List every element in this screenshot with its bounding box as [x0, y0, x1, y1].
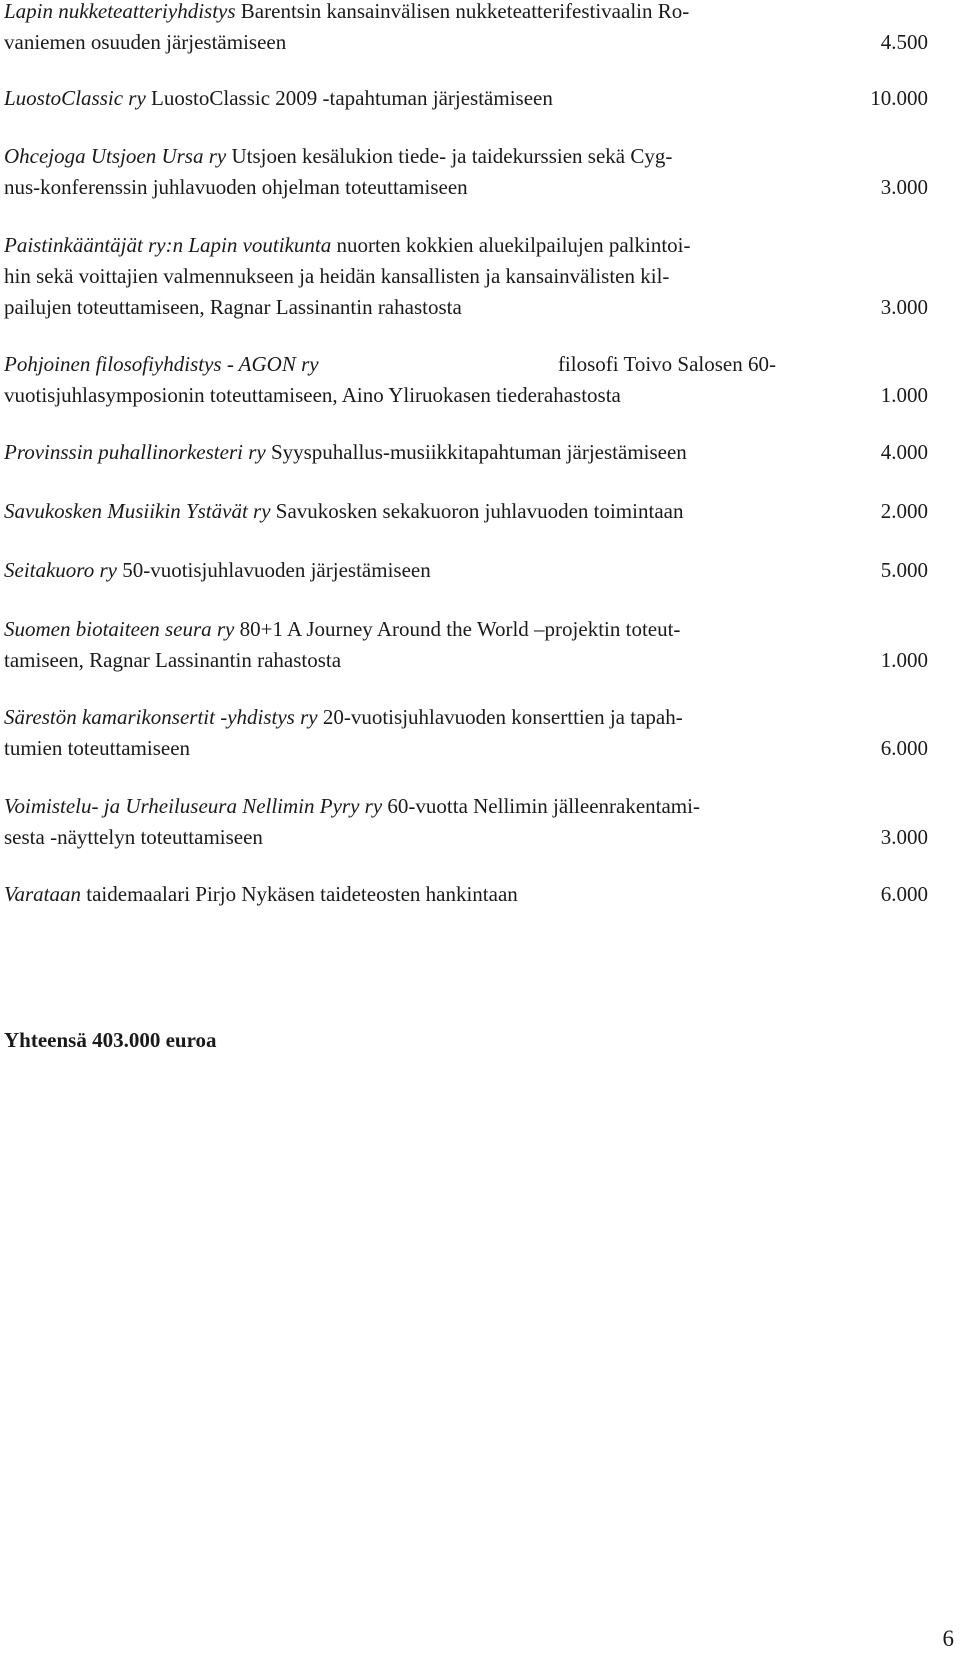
- grant-purpose: taidemaalari Pirjo Nykäsen taideteosten hankintaan: [81, 882, 518, 906]
- grant-amount: 4.000: [880, 440, 928, 464]
- entry-line: [4, 733, 928, 764]
- grant-entry: [4, 496, 928, 527]
- entry-line: [4, 791, 928, 822]
- grant-amount: 3.000: [880, 175, 928, 199]
- grant-purpose: Syyspuhallus-musiikkitapahtuman järjestämiseen: [265, 440, 687, 464]
- entry-line: [4, 230, 928, 261]
- grant-entry: [4, 349, 928, 411]
- organization-name: Ohcejoga Utsjoen Ursa ry: [4, 144, 227, 168]
- grant-purpose-continued: nus-konferenssin juhlavuoden ohjelman toteuttamiseen: [4, 175, 468, 199]
- grant-purpose: 20-vuotisjuhlavuoden konserttien ja tapah-: [317, 705, 683, 729]
- organization-name: Voimistelu- ja Urheiluseura Nellimin Pyry ry: [4, 794, 383, 818]
- organization-name: Provinssin puhallinorkesteri ry: [4, 440, 266, 464]
- grant-entry: [4, 141, 928, 203]
- grant-amount: 1.000: [880, 383, 928, 407]
- entry-line: [4, 292, 928, 323]
- grant-entry: [4, 83, 928, 114]
- grant-entry: [4, 879, 928, 910]
- entry-line: [4, 614, 928, 645]
- grant-purpose: filosofi Toivo Salosen 60-: [557, 352, 776, 376]
- grant-purpose-continued: hin sekä voittajien valmennukseen ja heidän kansallisten ja kansainvälisten kil-: [4, 264, 670, 288]
- organization-name: Varataan: [4, 882, 82, 906]
- grant-purpose: nuorten kokkien aluekilpailujen palkintoi-: [331, 233, 691, 257]
- grand-total: Yhteensä 403.000 euroa: [4, 1028, 217, 1052]
- grant-purpose: 60-vuotta Nellimin jälleenrakentami-: [382, 794, 700, 818]
- grant-purpose: Savukosken sekakuoron juhlavuoden toimintaan: [270, 499, 684, 523]
- grant-purpose-continued: tamiseen, Ragnar Lassinantin rahastosta: [4, 648, 342, 672]
- grant-entry: [4, 437, 928, 468]
- entry-line: [4, 83, 928, 114]
- grant-purpose: LuostoClassic 2009 -tapahtuman järjestämiseen: [145, 86, 553, 110]
- grant-purpose-continued: vuotisjuhlasymposionin toteuttamiseen, Aino Yliruokasen tiederahastosta: [4, 383, 621, 407]
- entry-line: [4, 0, 928, 27]
- grant-amount: 1.000: [880, 648, 928, 672]
- grant-amount: 6.000: [880, 882, 928, 906]
- grant-amount: 5.000: [880, 558, 928, 582]
- entry-line: [4, 380, 928, 411]
- entry-line: [4, 822, 928, 853]
- grant-entry: [4, 555, 928, 586]
- grant-purpose: 80+1 A Journey Around the World –projektin toteut-: [234, 617, 681, 641]
- organization-name: Seitakuoro ry: [4, 558, 117, 582]
- grant-purpose-continued: vaniemen osuuden järjestämiseen: [4, 30, 287, 54]
- grant-purpose: 50-vuotisjuhlavuoden järjestämiseen: [116, 558, 431, 582]
- organization-name: Savukosken Musiikin Ystävät ry: [4, 499, 271, 523]
- organization-name: Lapin nukketeatteriyhdistys: [4, 0, 236, 23]
- organization-name: Särestön kamarikonsertit -yhdistys ry: [4, 705, 318, 729]
- entry-line: [4, 702, 928, 733]
- entry-line: [4, 437, 928, 468]
- grant-amount: 6.000: [880, 736, 928, 760]
- grant-purpose-continued: tumien toteuttamiseen: [4, 736, 191, 760]
- page-number: 6: [942, 1626, 954, 1651]
- grant-amount: 3.000: [880, 295, 928, 319]
- entry-line: [4, 261, 928, 292]
- entry-line: [4, 645, 928, 676]
- grant-amount: 2.000: [880, 499, 928, 523]
- organization-name: Pohjoinen filosofiyhdistys - AGON ry: [4, 352, 319, 376]
- grant-entry: [4, 230, 928, 323]
- grant-purpose-continued: sesta -näyttelyn toteuttamiseen: [4, 825, 263, 849]
- entry-line: [4, 496, 928, 527]
- organization-name: Paistinkääntäjät ry:n Lapin voutikunta: [4, 233, 332, 257]
- entry-line: [4, 349, 928, 380]
- grant-entry: [4, 791, 928, 853]
- entry-line: [4, 879, 928, 910]
- entry-line: [4, 27, 928, 58]
- grant-amount: 3.000: [880, 825, 928, 849]
- grant-purpose-continued: pailujen toteuttamiseen, Ragnar Lassinantin rahastosta: [4, 295, 462, 319]
- grant-entry: [4, 702, 928, 764]
- entry-line: [4, 555, 928, 586]
- entry-line: [4, 172, 928, 203]
- grant-purpose: Barentsin kansainvälisen nukketeatterifestivaalin Ro-: [235, 0, 690, 23]
- grant-entry: [4, 0, 928, 58]
- entry-line: [4, 141, 928, 172]
- grant-amount: 10.000: [870, 86, 928, 110]
- grant-entry: [4, 614, 928, 676]
- grant-amount: 4.500: [880, 30, 928, 54]
- organization-name: LuostoClassic ry: [4, 86, 146, 110]
- organization-name: Suomen biotaiteen seura ry: [4, 617, 235, 641]
- grant-purpose: Utsjoen kesälukion tiede- ja taidekurssien sekä Cyg-: [226, 144, 673, 168]
